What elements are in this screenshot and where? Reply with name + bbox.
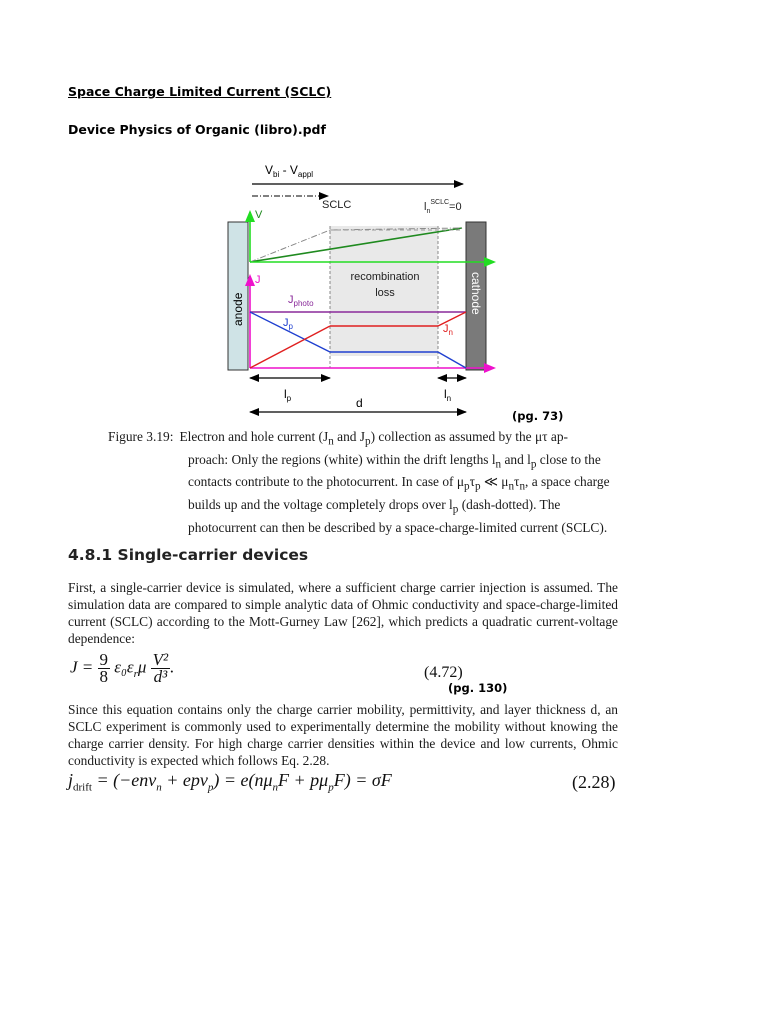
- v-label: V: [255, 209, 263, 221]
- paragraph-2: Since this equation contains only the charge carrier mobility, permittivity, and layer thickness d, an SCLC experiment is commonly used to experimentally determine the mobility without knowing the charge carrier density. For high charge carrier densities within the device and low currents, Ohmic conductivity is expected which follows Eq. 2.28.: [68, 702, 618, 768]
- equation-number-228: (2.28): [572, 772, 616, 792]
- page-reference-73: (pg. 73): [512, 409, 564, 423]
- section-heading: 4.8.1 Single-carrier devices: [68, 546, 309, 564]
- jp-label: $J_p$: [283, 317, 293, 331]
- caption-label: Figure 3.19:: [108, 429, 174, 444]
- loss-label: loss: [375, 287, 395, 299]
- equation-number-472: (4.72): [424, 664, 463, 681]
- jphoto-label: $J_{photo}$: [288, 294, 314, 308]
- source-reference: Device Physics of Organic (libro).pdf: [68, 122, 326, 137]
- lp-label: $l_p$: [284, 387, 292, 403]
- recombination-label: recombination: [350, 271, 420, 283]
- paragraph-1: First, a single-carrier device is simulated, where a sufficient charge carrier injection is assumed. The simulation data are compared to simple analytic data of Ohmic conductivity and space-charge-limited current (SCLC) according to the Mott-Gurney Law [262], which predicts a quadratic current-voltage dependence:: [68, 580, 618, 646]
- mott-gurney-equation: J = $\frac{9}{8}$ $\varepsilon_0\varepsilon_r\mu$ $\frac{\text{V²}}{\text{d³}}$ .: [70, 650, 175, 686]
- caption-body: proach: Only the regions (white) within the drift lengths $l_n$ and $l_p$ close to the contacts contribute to the photocurrent. In case of $\mu_p\tau_p$ ≪ $\mu_n\tau_n$, a space charge builds up and the voltage completely drops over $l_p$ (dash-dotted). The photocurrent can then be described by a space-charge-limited current (SCLC).: [188, 451, 610, 535]
- cathode-label: cathode: [469, 272, 483, 315]
- document-title: Space Charge Limited Current (SCLC): [68, 84, 332, 99]
- figure-caption: Figure 3.19: Electron and hole current ($J_n$ and $J_p$) collection as assumed by the μτ ap- proach: Only the regions (white) within the drift lengths $l_n$ and $l_p$ close to the contacts contribute to the photocurrent. In case of $\mu_p\tau_p$ ≪ $\mu_n\tau_n$, a space charge builds up and the voltage completely drops over $l_p$ (dash-dotted). The photocurrent can then be described by a space-charge-limited current (SCLC).: [108, 428, 630, 536]
- j-label: J: [255, 274, 261, 286]
- d-label: d: [356, 396, 363, 410]
- page-reference-130: (pg. 130): [448, 681, 508, 695]
- vbi-label: $V_{bi} - V_{appl}$: [265, 163, 314, 179]
- drift-current-equation: $j_{drift} = (-env_n + epv_p) = e(n\mu_nF + p\mu_pF) = \sigma F$: [68, 770, 392, 794]
- ln-label: $l_n$: [444, 387, 452, 403]
- anode-label: anode: [231, 292, 245, 326]
- sclc-figure: [220, 156, 510, 424]
- sclc-label: SCLC: [322, 199, 352, 211]
- jn-label: $J_n$: [443, 323, 453, 337]
- ln-sclc-label: $l_n^{SCLC}=0$: [424, 199, 462, 215]
